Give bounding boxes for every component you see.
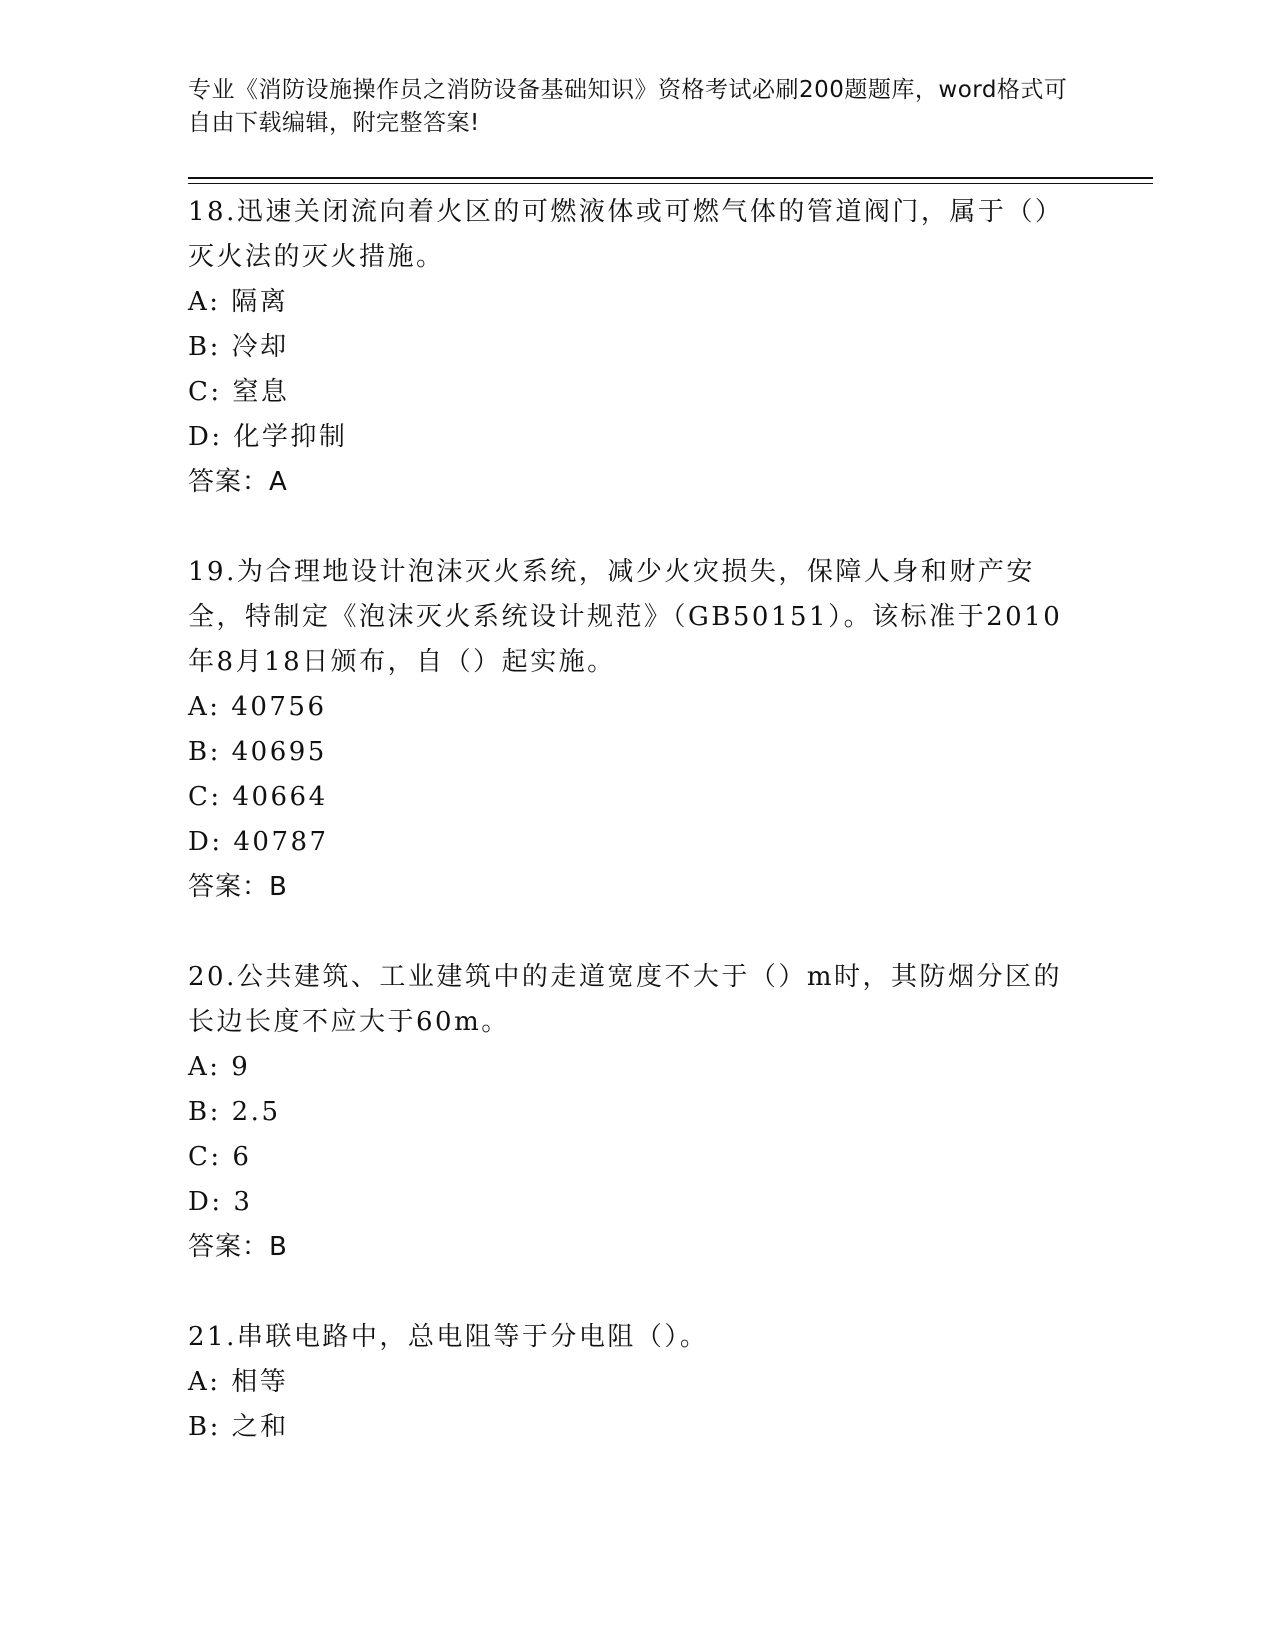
question-stem: 18.迅速关闭流向着火区的可燃液体或可燃气体的管道阀门，属于（）灭火法的灭火措施。	[188, 197, 1064, 272]
option-c: C: 6	[188, 1142, 252, 1172]
option-a: A: 相等	[188, 1367, 289, 1397]
answer-line: 答案：B	[188, 872, 288, 902]
option-a: A: 40756	[188, 692, 327, 722]
question-20	[188, 955, 1088, 1270]
question-stem: 20.公共建筑、工业建筑中的走道宽度不大于（）m时，其防烟分区的长边长度不应大于60m。	[188, 962, 1063, 1037]
option-b: B: 40695	[188, 737, 327, 767]
option-d: D: 40787	[188, 827, 329, 857]
header-divider-thin	[188, 183, 1153, 184]
question-stem: 19.为合理地设计泡沫灭火系统，减少火灾损失，保障人身和财产安全，特制定《泡沫灭火系统设计规范》（GB50151）。该标准于2010年8月18日颁布，自（）起实施。	[188, 557, 1063, 677]
question-stem: 21.串联电路中，总电阻等于分电阻（）。	[188, 1322, 709, 1352]
header-divider-thick	[188, 177, 1153, 179]
option-c: C: 40664	[188, 782, 328, 812]
document-header: 专业《消防设施操作员之消防设备基础知识》资格考试必刷200题题库，word格式可自由下载编辑，附完整答案!	[188, 77, 1068, 136]
question-18	[188, 190, 1088, 505]
option-c: C: 窒息	[188, 377, 290, 407]
option-b: B: 之和	[188, 1412, 289, 1442]
option-a: A: 9	[188, 1052, 251, 1082]
answer-line: 答案：A	[188, 467, 288, 497]
option-b: B: 2.5	[188, 1097, 281, 1127]
question-list	[188, 190, 1088, 1495]
question-21	[188, 1315, 1088, 1450]
question-19	[188, 550, 1088, 910]
option-d: D: 化学抑制	[188, 422, 348, 452]
option-b: B: 冷却	[188, 332, 289, 362]
option-a: A: 隔离	[188, 287, 289, 317]
answer-line: 答案：B	[188, 1232, 288, 1262]
option-d: D: 3	[188, 1187, 253, 1217]
